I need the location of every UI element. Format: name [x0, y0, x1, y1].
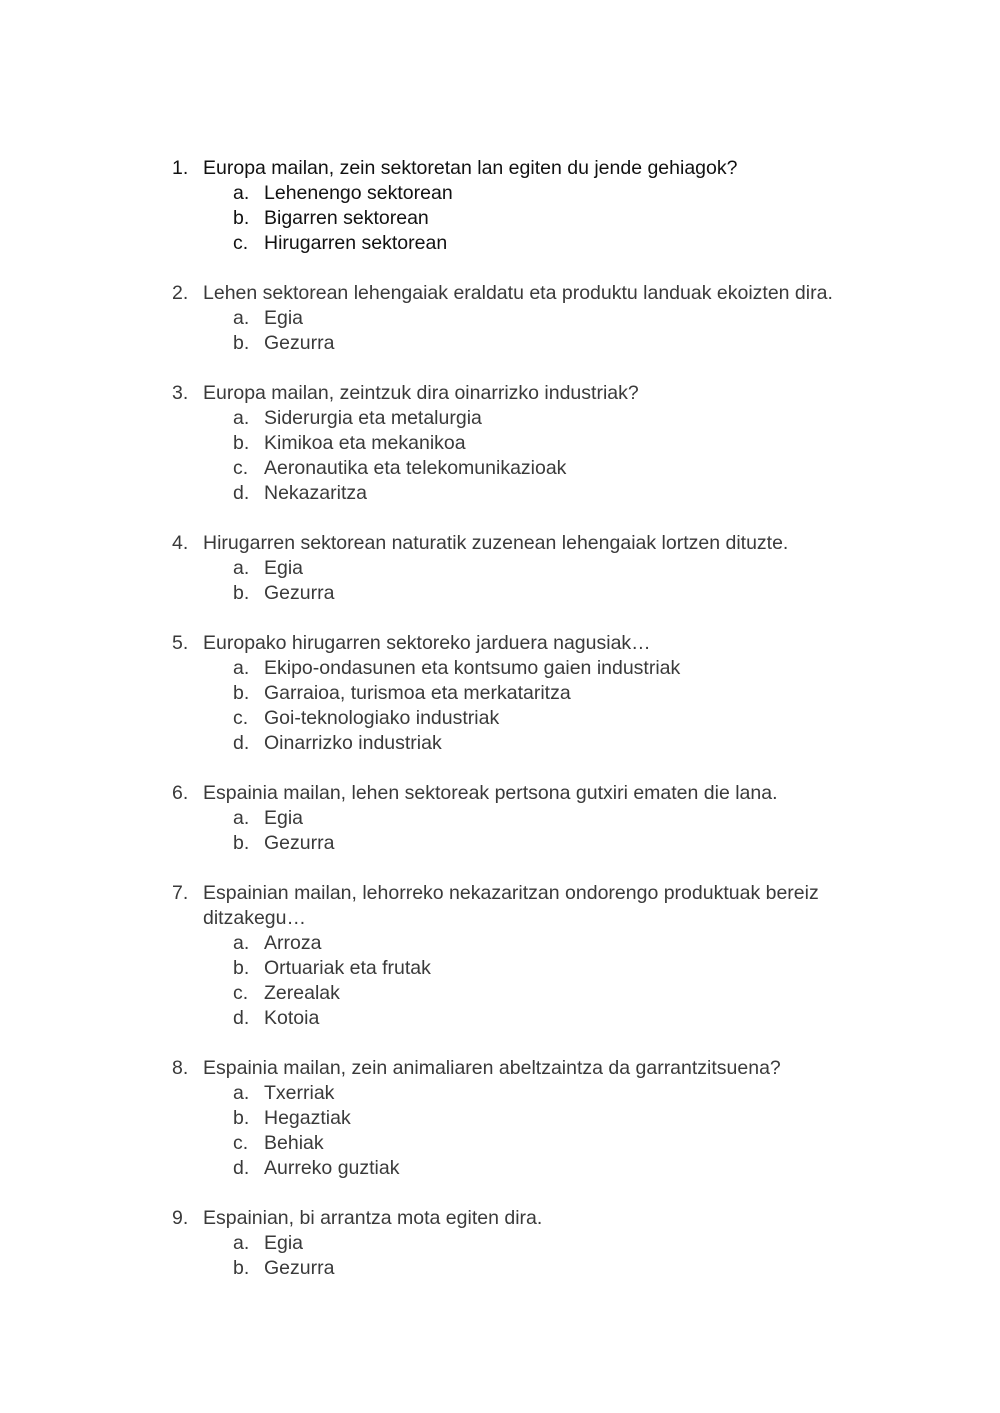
option-letter: a. — [233, 807, 250, 829]
option-text: Egia — [264, 307, 304, 329]
answer-option — [0, 481, 1000, 506]
question-text-line — [0, 1206, 863, 1231]
answer-option — [0, 231, 1000, 256]
answer-option — [0, 1256, 1000, 1281]
question-text-line — [0, 531, 863, 556]
answer-option — [0, 556, 1000, 581]
question-number: 3. — [172, 382, 189, 404]
answer-option — [0, 406, 1000, 431]
question-number: 1. — [172, 157, 189, 179]
option-text: Siderurgia eta metalurgia — [264, 407, 482, 429]
option-text: Ortuariak eta frutak — [264, 957, 431, 979]
question-text: Hirugarren sektorean naturatik zuzenean lehengaiak lortzen dituzte. — [203, 532, 789, 554]
answer-option — [0, 1006, 1000, 1031]
answer-option — [0, 1081, 1000, 1106]
answer-option — [0, 981, 1000, 1006]
answer-option — [0, 206, 1000, 231]
answer-option — [0, 181, 1000, 206]
question-9 — [0, 1206, 1000, 1281]
question-text: Espainian mailan, lehorreko nekazaritzan ondorengo produktuak bereiz ditzakegu… — [203, 882, 819, 929]
question-number: 6. — [172, 782, 189, 804]
option-letter: b. — [233, 332, 250, 354]
question-number: 4. — [172, 532, 189, 554]
option-letter: b. — [233, 682, 250, 704]
question-1 — [0, 156, 1000, 256]
option-letter: a. — [233, 182, 250, 204]
question-number: 2. — [172, 282, 189, 304]
option-text: Egia — [264, 807, 304, 829]
option-text: Gezurra — [264, 832, 335, 854]
option-text: Gezurra — [264, 582, 335, 604]
option-text: Oinarrizko industriak — [264, 732, 442, 754]
question-text: Europa mailan, zein sektoretan lan egiten du jende gehiagok? — [203, 157, 738, 179]
option-text: Egia — [264, 1232, 304, 1254]
option-text: Ekipo-ondasunen eta kontsumo gaien industriak — [264, 657, 681, 679]
option-letter: d. — [233, 732, 250, 754]
option-text: Egia — [264, 557, 304, 579]
answer-option — [0, 731, 1000, 756]
question-3 — [0, 381, 1000, 506]
option-text: Lehenengo sektorean — [264, 182, 453, 204]
option-letter: a. — [233, 932, 250, 954]
option-text: Zerealak — [264, 982, 340, 1004]
question-text-line — [0, 631, 863, 656]
option-text: Aeronautika eta telekomunikazioak — [264, 457, 567, 479]
option-text: Hegaztiak — [264, 1107, 351, 1129]
option-letter: a. — [233, 557, 250, 579]
question-text: Lehen sektorean lehengaiak eraldatu eta produktu landuak ekoizten dira. — [203, 282, 833, 304]
answer-option — [0, 306, 1000, 331]
answer-option — [0, 331, 1000, 356]
option-letter: b. — [233, 832, 250, 854]
question-text-line — [0, 156, 863, 181]
answer-option — [0, 581, 1000, 606]
option-text: Nekazaritza — [264, 482, 367, 504]
answer-option — [0, 806, 1000, 831]
option-text: Hirugarren sektorean — [264, 232, 448, 254]
option-letter: b. — [233, 207, 250, 229]
answer-option — [0, 956, 1000, 981]
question-number: 5. — [172, 632, 189, 654]
question-list — [0, 156, 1000, 1306]
question-text-line — [0, 381, 863, 406]
question-text: Espainian, bi arrantza mota egiten dira. — [203, 1207, 543, 1229]
question-number: 9. — [172, 1207, 189, 1229]
option-text: Kotoia — [264, 1007, 320, 1029]
option-text: Behiak — [264, 1132, 324, 1154]
answer-option — [0, 456, 1000, 481]
option-letter: c. — [233, 1132, 249, 1154]
option-letter: d. — [233, 1007, 250, 1029]
option-letter: c. — [233, 707, 249, 729]
question-text: Espainia mailan, lehen sektoreak pertsona gutxiri ematen die lana. — [203, 782, 778, 804]
option-text: Bigarren sektorean — [264, 207, 429, 229]
answer-option — [0, 931, 1000, 956]
question-text: Europa mailan, zeintzuk dira oinarrizko industriak? — [203, 382, 639, 404]
option-letter: c. — [233, 232, 249, 254]
question-text-line — [0, 1056, 863, 1081]
option-text: Gezurra — [264, 1257, 335, 1279]
answer-option — [0, 831, 1000, 856]
option-text: Txerriak — [264, 1082, 335, 1104]
answer-option — [0, 1156, 1000, 1181]
answer-option — [0, 1131, 1000, 1156]
question-text-line — [0, 881, 863, 931]
option-letter: b. — [233, 582, 250, 604]
question-text: Espainia mailan, zein animaliaren abeltzaintza da garrantzitsuena? — [203, 1057, 781, 1079]
option-text: Goi-teknologiako industriak — [264, 707, 500, 729]
question-text-line — [0, 781, 863, 806]
question-4 — [0, 531, 1000, 606]
option-text: Arroza — [264, 932, 322, 954]
option-letter: c. — [233, 982, 249, 1004]
option-letter: b. — [233, 432, 250, 454]
answer-option — [0, 706, 1000, 731]
option-text: Aurreko guztiak — [264, 1157, 400, 1179]
option-text: Garraioa, turismoa eta merkataritza — [264, 682, 571, 704]
answer-option — [0, 1231, 1000, 1256]
question-6 — [0, 781, 1000, 856]
question-text-line — [0, 281, 863, 306]
option-letter: a. — [233, 1082, 250, 1104]
option-letter: b. — [233, 1257, 250, 1279]
option-letter: a. — [233, 657, 250, 679]
question-number: 7. — [172, 882, 189, 904]
option-text: Kimikoa eta mekanikoa — [264, 432, 466, 454]
option-letter: a. — [233, 307, 250, 329]
option-letter: a. — [233, 1232, 250, 1254]
option-letter: d. — [233, 482, 250, 504]
question-8 — [0, 1056, 1000, 1181]
option-letter: a. — [233, 407, 250, 429]
option-letter: b. — [233, 1107, 250, 1129]
option-letter: b. — [233, 957, 250, 979]
answer-option — [0, 431, 1000, 456]
question-7 — [0, 881, 1000, 1031]
question-text: Europako hirugarren sektoreko jarduera nagusiak… — [203, 632, 651, 654]
option-letter: d. — [233, 1157, 250, 1179]
answer-option — [0, 681, 1000, 706]
question-number: 8. — [172, 1057, 189, 1079]
question-5 — [0, 631, 1000, 756]
answer-option — [0, 656, 1000, 681]
option-letter: c. — [233, 457, 249, 479]
answer-option — [0, 1106, 1000, 1131]
question-2 — [0, 281, 1000, 356]
option-text: Gezurra — [264, 332, 335, 354]
